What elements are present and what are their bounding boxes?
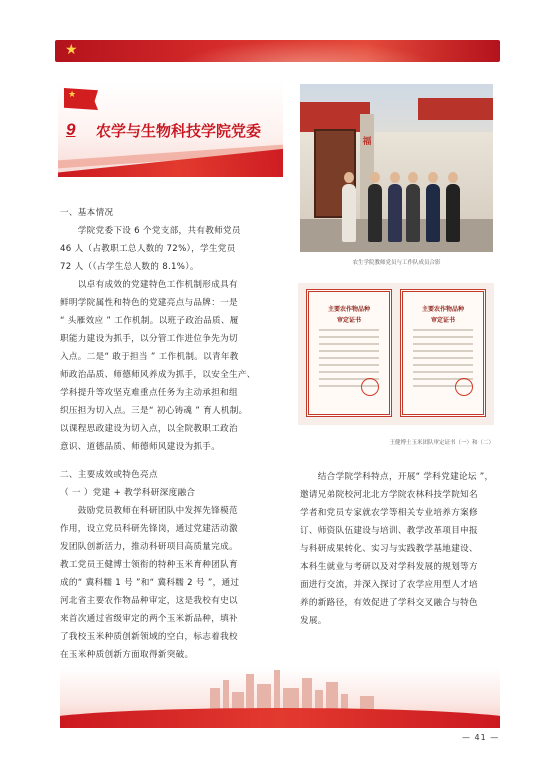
text-line: 46 人（占教职工总人数的 72%），学生党员: [60, 244, 236, 254]
photo-person: [342, 184, 356, 242]
text-line: 织压担为切入点。三是“ 初心铸魂 ” 育人机制。: [60, 406, 248, 416]
text-line: 二、主要成效或特色亮点: [60, 470, 158, 480]
footer-red-wave: [60, 708, 500, 728]
certificates-caption: 王健博士玉米团队审定证书（一）和（二）: [389, 440, 494, 446]
text-line: [60, 456, 292, 466]
right-column-text: [300, 468, 500, 630]
photo-person: [388, 184, 402, 242]
certificates-image: [298, 283, 494, 425]
left-column-text: [60, 204, 292, 664]
seal-icon: [361, 378, 379, 396]
text-line: 鼓励党员教师在科研团队中发挥先锋模范: [60, 506, 238, 516]
text-line: 以卓有成效的党建特色工作机制形成具有: [60, 280, 238, 290]
section-banner: [58, 82, 283, 177]
text-line: 职能力建设为抓手，以分管工作进位争先为切: [60, 334, 238, 344]
text-line: 作用，设立党员科研先锋岗，通过党建活动激: [60, 524, 238, 534]
certificate-subtitle: 审定证书: [430, 317, 455, 324]
group-photo: [300, 84, 493, 252]
photo-person: [426, 184, 440, 242]
text-line: 邀请兄弟院校河北北方学院农林科技学院知名: [300, 490, 478, 500]
photo-sign-text: 福: [362, 137, 372, 147]
photo-caption: 农生学院教师党员与工作队成员合影: [352, 260, 441, 266]
photo-person: [446, 184, 460, 242]
text-line: 师政治品质、师德师风养成为抓手，以安全生产、: [60, 370, 256, 380]
text-line: 入点。二是“ 敢于担当 ” 工作机制。以青年教: [60, 352, 239, 362]
header-wave-decoration: [175, 40, 435, 62]
text-line: 了我校玉米种质创新领域的空白，标志着我校: [60, 632, 238, 642]
text-line: 成的“ 冀科糯 1 号 ”和“ 冀科糯 2 号 ”，通过: [60, 578, 240, 588]
footer-skyline: [60, 668, 500, 728]
text-line: 养的新路径，有效促进了学科交叉融合与特色: [300, 598, 478, 608]
text-line: 面进行交流，并深入探讨了农学应用型人才培: [300, 580, 478, 590]
text-line: 意识、道德品质、师德师风建设为抓手。: [60, 442, 221, 452]
text-line: 教工党员王健博士领衔的特种玉米育种团队育: [60, 560, 238, 570]
text-line: 一、基本情况: [60, 208, 114, 218]
text-line: 发团队创新活力，推动科研项目高质量完成。: [60, 542, 238, 552]
text-line: 与科研成果转化、实习与实践教学基地建设、: [300, 544, 478, 554]
text-line: 学科提升等攻坚克难重点任务为主动承担和组: [60, 388, 238, 398]
certificate-1: [306, 289, 392, 417]
text-line: 河北省主要农作物品种审定，这是我校有史以: [60, 596, 238, 606]
text-line: 结合学院学科特点，开展“ 学科党建论坛 ”，: [300, 472, 494, 482]
text-line: 学院党委下设 6 个党支部，共有教师党员: [60, 226, 241, 236]
text-line: 学者和党员专家就农学等相关专业培养方案修: [300, 508, 478, 518]
certificate-subtitle: 审定证书: [336, 317, 361, 324]
text-line: 本科生就业与考研以及对学科发展的规划等方: [300, 562, 478, 572]
star-icon: ★: [65, 42, 78, 58]
seal-icon: [455, 378, 473, 396]
photo-person: [406, 184, 420, 242]
page-number: — 41 —: [462, 733, 500, 742]
text-line: 订、师资队伍建设与培训、教学改革项目申报: [300, 526, 478, 536]
text-line: 来首次通过省级审定的两个玉米新品种，填补: [60, 614, 238, 624]
text-line: “ 头雁效应 ” 工作机制。以班子政治品质、履: [60, 316, 239, 326]
section-title: 农学与生物科技学院党委: [96, 122, 262, 140]
section-number: 9: [66, 120, 76, 139]
text-line: 以课程思政建设为切入点，以全院教职工政治: [60, 424, 238, 434]
flag-star-icon: ★: [68, 90, 77, 100]
certificate-title: 主要农作物品种: [327, 306, 370, 313]
text-line: 发展。: [300, 616, 327, 626]
certificate-2: [400, 289, 486, 417]
certificate-title: 主要农作物品种: [421, 306, 464, 313]
text-line: 在玉米种质创新方面取得新突破。: [60, 650, 194, 660]
text-line: （ 一 ）党建 + 教学科研深度融合: [60, 488, 196, 498]
photo-person: [368, 184, 382, 242]
text-line: 鲜明学院属性和特色的党建亮点与品牌：一是: [60, 298, 238, 308]
text-line: 72 人（（占学生总人数的 8.1%）。: [60, 262, 199, 272]
header-red-band: [55, 40, 500, 62]
photo-red-sign-right: [418, 98, 493, 120]
